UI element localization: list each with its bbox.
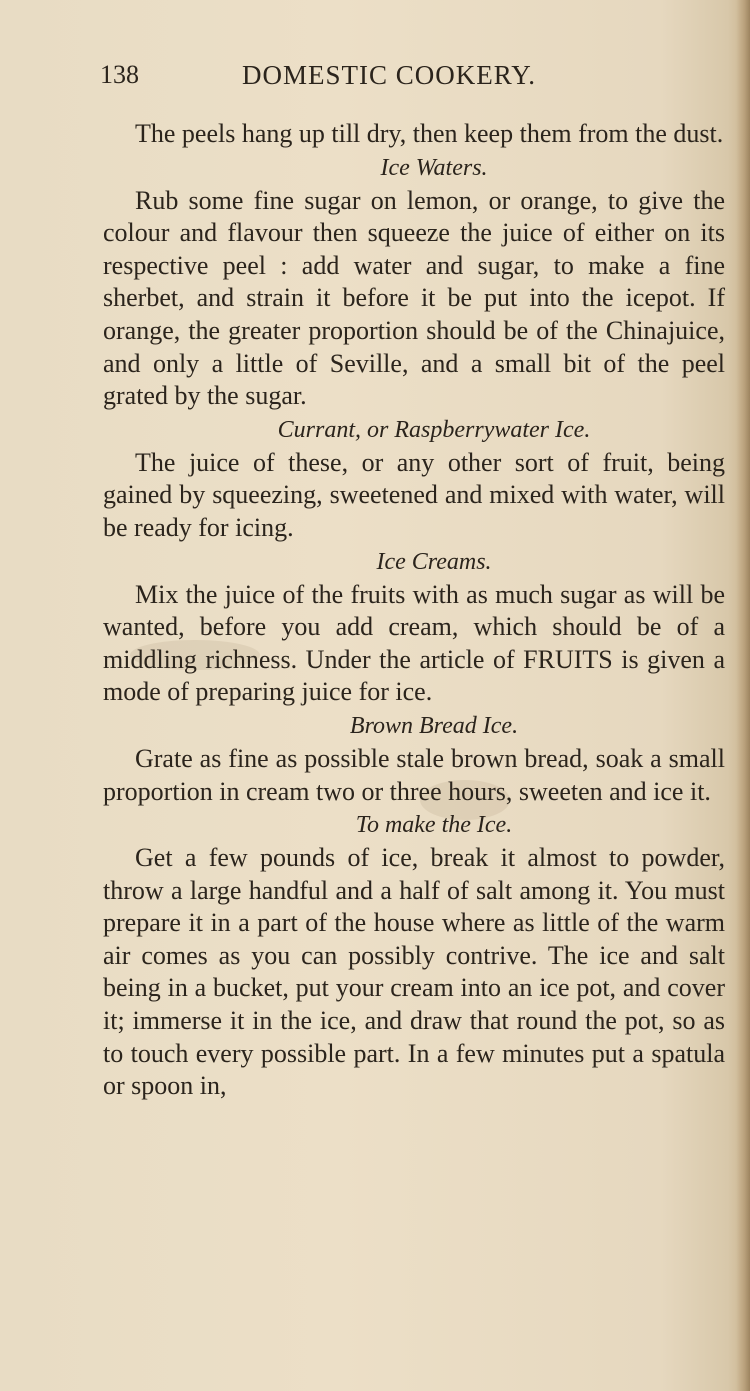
page-edge-shadow	[736, 0, 750, 1391]
paragraph-currant-ice: The juice of these, or any other sort of fruit, being gained by squeezing, sweetened and mixed with water, will be ready for icing.	[103, 447, 725, 542]
heading-to-make-the-ice: To make the Ice.	[355, 812, 513, 839]
page-number: 138	[100, 60, 139, 89]
heading-currant-ice: Currant, or Raspberrywater Ice.	[277, 416, 591, 443]
heading-brown-bread-ice: Brown Bread Ice.	[349, 712, 519, 739]
running-head: DOMESTIC COOKERY.	[242, 60, 537, 90]
paragraph-opening: The peels hang up till dry, then keep them from the dust.	[135, 119, 724, 148]
text-body	[103, 118, 725, 1103]
paragraph-brown-bread-ice: Grate as fine as possible stale brown bread, soak a small proportion in cream two or three hours, sweeten and ice it.	[103, 743, 725, 806]
paragraph-ice-waters: Rub some fine sugar on lemon, or orange, to give the colour and flavour then squeeze the juice of either on its respective peel : add water and sugar, to make a fine sherbet, and strain it before it be put into the icepot. If orange, the greater proportion should be of the Chinajuice, and only a little of Seville, and a small bit of the peel grated by the sugar.	[103, 185, 725, 411]
heading-ice-waters: Ice Waters.	[380, 154, 488, 181]
paragraph-ice-creams: Mix the juice of the fruits with as much sugar as will be wanted, before you add cream, which should be of a middling richness. Under the article of FRUITS is given a mode of preparing juice for ice.	[103, 579, 725, 707]
heading-ice-creams: Ice Creams.	[376, 548, 492, 575]
paragraph-to-make-the-ice: Get a few pounds of ice, break it almost to powder, throw a large handful and a half of salt among it. You must prepare it in a part of the house where as little of the warm air comes as you can possibly contrive. The ice and salt being in a bucket, put your cream into an ice pot, and cover it; immerse it in the ice, and draw that round the pot, so as to touch every possible part. In a few minutes put a spatula or spoon in,	[103, 843, 725, 1101]
page-header	[100, 60, 660, 100]
